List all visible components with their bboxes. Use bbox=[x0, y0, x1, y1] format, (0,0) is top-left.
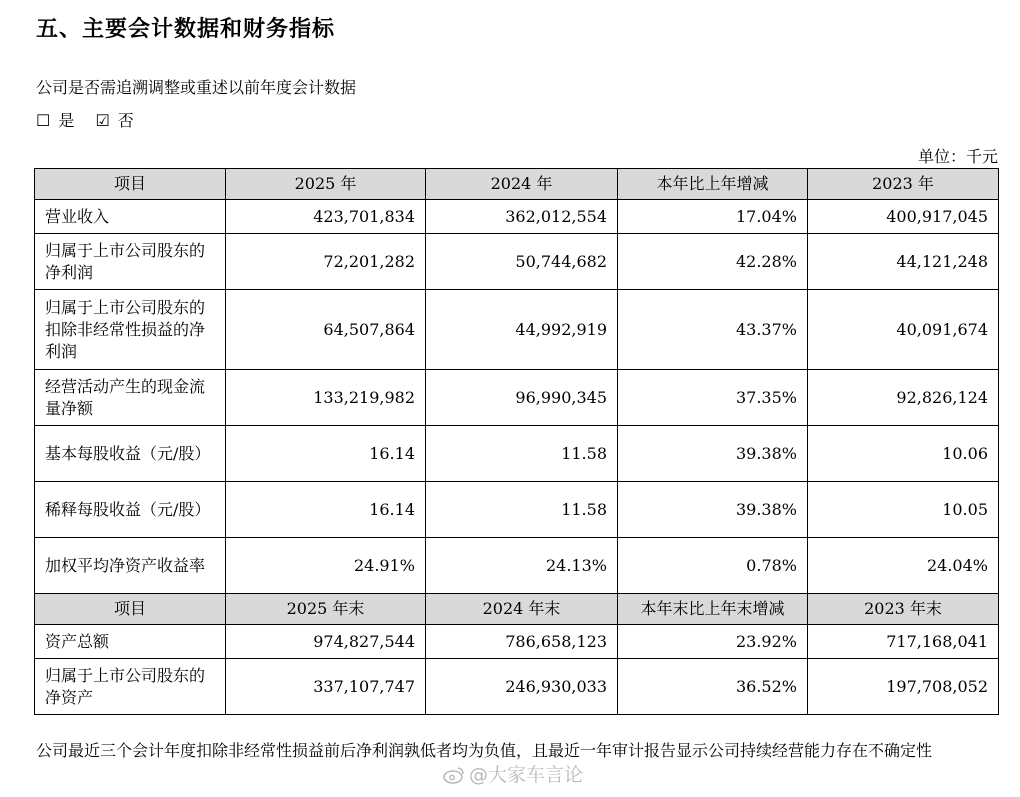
table-cell: 974,827,544 bbox=[226, 625, 426, 659]
table-cell: 133,219,982 bbox=[226, 370, 426, 426]
column-header: 项目 bbox=[35, 169, 226, 200]
table-cell: 16.14 bbox=[226, 426, 426, 482]
table-row bbox=[35, 482, 999, 538]
table-header-row bbox=[35, 594, 999, 625]
row-label: 稀释每股收益（元/股） bbox=[35, 482, 226, 538]
table-cell: 11.58 bbox=[426, 426, 618, 482]
weibo-icon bbox=[443, 766, 465, 784]
table-cell: 24.04% bbox=[808, 538, 999, 594]
table-cell: 64,507,864 bbox=[226, 290, 426, 370]
table-cell: 42.28% bbox=[618, 234, 808, 290]
table-cell: 24.13% bbox=[426, 538, 618, 594]
table-cell: 11.58 bbox=[426, 482, 618, 538]
row-label: 加权平均净资产收益率 bbox=[35, 538, 226, 594]
table-cell: 23.92% bbox=[618, 625, 808, 659]
table-cell: 786,658,123 bbox=[426, 625, 618, 659]
table-row bbox=[35, 659, 999, 715]
going-concern-note: 公司最近三个会计年度扣除非经常性损益前后净利润孰低者均为负值，且最近一年审计报告显示公司持续经营能力存在不确定性 bbox=[36, 741, 933, 760]
table-row bbox=[35, 200, 999, 234]
row-label: 基本每股收益（元/股） bbox=[35, 426, 226, 482]
restatement-question: 公司是否需追溯调整或重述以前年度会计数据 bbox=[36, 78, 357, 97]
table-cell: 246,930,033 bbox=[426, 659, 618, 715]
table-cell: 337,107,747 bbox=[226, 659, 426, 715]
column-header: 2023 年 bbox=[808, 169, 999, 200]
unit-label: 单位：千元 bbox=[917, 147, 998, 166]
restatement-options bbox=[36, 108, 150, 131]
watermark bbox=[443, 760, 583, 787]
table-row bbox=[35, 370, 999, 426]
checkbox-checked-icon: ☑ bbox=[95, 111, 110, 130]
table-cell: 37.35% bbox=[618, 370, 808, 426]
table-cell: 0.78% bbox=[618, 538, 808, 594]
financial-data-table bbox=[34, 168, 999, 715]
table-cell: 92,826,124 bbox=[808, 370, 999, 426]
table-header-row bbox=[35, 169, 999, 200]
table-cell: 43.37% bbox=[618, 290, 808, 370]
column-header: 2023 年末 bbox=[808, 594, 999, 625]
column-header: 2025 年 bbox=[226, 169, 426, 200]
table-cell: 423,701,834 bbox=[226, 200, 426, 234]
table-cell: 39.38% bbox=[618, 426, 808, 482]
table-row bbox=[35, 538, 999, 594]
option-no[interactable] bbox=[95, 111, 141, 130]
table-cell: 17.04% bbox=[618, 200, 808, 234]
option-yes[interactable] bbox=[36, 111, 82, 130]
column-header: 本年比上年增减 bbox=[618, 169, 808, 200]
column-header: 本年末比上年末增减 bbox=[618, 594, 808, 625]
table-row bbox=[35, 290, 999, 370]
table-row bbox=[35, 234, 999, 290]
table-cell: 36.52% bbox=[618, 659, 808, 715]
table-cell: 96,990,345 bbox=[426, 370, 618, 426]
row-label: 资产总额 bbox=[35, 625, 226, 659]
table-cell: 10.06 bbox=[808, 426, 999, 482]
row-label: 归属于上市公司股东的净利润 bbox=[35, 234, 226, 290]
option-no-label: 否 bbox=[117, 111, 134, 130]
column-header: 2024 年末 bbox=[426, 594, 618, 625]
page-title: 五、主要会计数据和财务指标 bbox=[36, 17, 336, 42]
row-label: 归属于上市公司股东的扣除非经常性损益的净利润 bbox=[35, 290, 226, 370]
row-label: 经营活动产生的现金流量净额 bbox=[35, 370, 226, 426]
table-cell: 10.05 bbox=[808, 482, 999, 538]
table-cell: 197,708,052 bbox=[808, 659, 999, 715]
table-cell: 24.91% bbox=[226, 538, 426, 594]
watermark-text: @大家车言论 bbox=[469, 764, 584, 786]
table-cell: 400,917,045 bbox=[808, 200, 999, 234]
table-cell: 16.14 bbox=[226, 482, 426, 538]
table-cell: 50,744,682 bbox=[426, 234, 618, 290]
table-cell: 44,121,248 bbox=[808, 234, 999, 290]
table-cell: 39.38% bbox=[618, 482, 808, 538]
row-label: 营业收入 bbox=[35, 200, 226, 234]
table-cell: 40,091,674 bbox=[808, 290, 999, 370]
table-row bbox=[35, 625, 999, 659]
option-yes-label: 是 bbox=[58, 111, 75, 130]
row-label: 归属于上市公司股东的净资产 bbox=[35, 659, 226, 715]
table-row bbox=[35, 426, 999, 482]
table-cell: 72,201,282 bbox=[226, 234, 426, 290]
column-header: 2024 年 bbox=[426, 169, 618, 200]
checkbox-unchecked-icon: ☐ bbox=[36, 111, 51, 130]
table-cell: 362,012,554 bbox=[426, 200, 618, 234]
table-cell: 717,168,041 bbox=[808, 625, 999, 659]
column-header: 2025 年末 bbox=[226, 594, 426, 625]
column-header: 项目 bbox=[35, 594, 226, 625]
table-cell: 44,992,919 bbox=[426, 290, 618, 370]
